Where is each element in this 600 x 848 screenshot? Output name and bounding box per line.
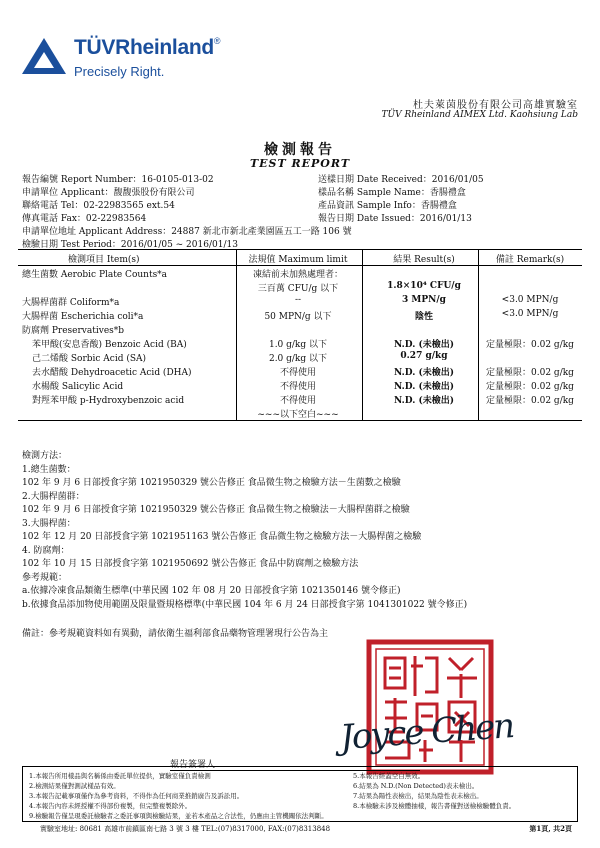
method-line: 102 年 10 月 15 日部授食字第 1021950692 號公告修正 食品中防腐劑之檢驗方法 — [22, 559, 359, 569]
cell-item: 對羥苯甲酸 p-Hydroxybenzoic acid — [32, 396, 185, 406]
cell-item: 大腸桿菌 Escherichia coli*a — [22, 312, 144, 322]
tuv-logo — [22, 30, 262, 90]
method-line: 1.總生菌數： — [22, 464, 76, 475]
date-issued: 報告日期 Date Issued：2016/01/13 — [318, 214, 472, 224]
cell-result: 陰性 — [414, 312, 433, 322]
footer-note: 2.檢測結果僅對測試樣品有效。 — [29, 782, 120, 790]
date-received: 送樣日期 Date Received：2016/01/05 — [318, 175, 484, 185]
cell-result: N.D. (未檢出) — [393, 340, 455, 350]
table-row — [18, 406, 582, 420]
header-limit: 法規值 Maximum limit — [248, 255, 348, 265]
table-row — [18, 322, 582, 336]
page-number: 第1頁, 共2頁 — [529, 824, 572, 833]
cell-item: 苯甲酸(安息香酸) Benzoic Acid (BA) — [32, 340, 187, 350]
table-row — [18, 266, 582, 280]
report-title-en: TEST REPORT — [249, 157, 351, 170]
report-title-zh: 檢測報告 — [264, 142, 336, 158]
cell-result: N.D. (未檢出) — [393, 368, 455, 378]
lab-address: 實驗室地址: 80681 高雄市前鎮區南七路 3 號 3 樓 TEL:(07)8317000, FAX:(07)8313848 — [40, 825, 331, 833]
company-name-zh: 杜夫萊茵股份有限公司高雄實驗室 — [413, 100, 578, 111]
cell-limit: 1.0 g/kg 以下 — [268, 340, 328, 350]
footer-note: 1.本報告所用樣品與名稱係由委託單位提供，實驗室僅負責檢測 — [29, 772, 211, 780]
table-row — [18, 280, 582, 294]
contact-tel: 聯絡電話 Tel：02-22983565 ext.54 — [22, 201, 175, 211]
cell-limit: 不得使用 — [279, 368, 316, 378]
table-row — [18, 378, 582, 392]
table-row — [18, 350, 582, 364]
cell-item: 去水醋酸 Dehydroacetic Acid (DHA) — [32, 368, 192, 378]
table-row — [18, 392, 582, 406]
cell-limit: 不得使用 — [279, 396, 316, 406]
cell-remark: 定量極限：0.02 g/kg — [486, 396, 574, 406]
contact-fax: 傳真電話 Fax：02-22983564 — [22, 214, 147, 224]
cell-result: 0.27 g/kg — [400, 351, 448, 361]
method-line: b.依據食品添加物使用範圍及限量暨規格標準(中華民國 104 年 6 月 24 日部授食字第 1041301022 號令修正) — [22, 599, 468, 610]
cell-item: 己二烯酸 Sorbic Acid (SA) — [32, 354, 147, 364]
report-number: 報告編號 Report Number：16-0105-013-02 — [22, 175, 214, 185]
cell-limit: 2.0 g/kg 以下 — [268, 354, 328, 364]
table-row — [18, 308, 582, 322]
cell-result: 1.8×10⁴ CFU/g — [387, 281, 461, 291]
table-row — [18, 294, 582, 308]
cell-limit: 三百萬 CFU/g 以下 — [257, 284, 339, 294]
signer-label: 報告簽署人 — [170, 757, 420, 771]
cell-result: N.D. (未檢出) — [393, 396, 455, 406]
cell-limit: -- — [294, 295, 302, 305]
sample-info: 產品資訊 Sample Info：香腸禮盒 — [318, 201, 457, 211]
company-name-en: TÜV Rheinland AIMEX Ltd. Kaohsiung Lab — [381, 110, 578, 120]
brand-slogan: Precisely Right. — [74, 64, 165, 79]
footer-note: 5.本報告經蓋空白無效。 — [353, 772, 425, 780]
sample-name: 樣品名稱 Sample Name：香腸禮盒 — [318, 188, 466, 198]
cell-remark: 定量極限：0.02 g/kg — [486, 340, 574, 350]
cell-item: 總生菌數 Aerobic Plate Counts*a — [22, 270, 168, 280]
header-result: 結果 Result(s) — [393, 255, 455, 265]
method-line: 4. 防腐劑： — [22, 545, 70, 556]
cell-result: N.D. (未檢出) — [393, 382, 455, 392]
method-line: 參考規範： — [22, 572, 68, 583]
footer-note: 3.本報告記載事項僅作為參考資料，不得作為任何商業推銷廣告及訴訟用。 — [29, 792, 244, 800]
footer-note: 7.結果為陽性表檢出，結果為陰性表未檢出。 — [353, 792, 483, 800]
methods-heading: 檢測方法： — [22, 451, 68, 461]
registered-mark: ® — [213, 36, 221, 46]
signature: Joyce Chen — [338, 706, 515, 758]
brand-name: TÜVRheinland — [74, 36, 214, 59]
applicant-address: 申請單位地址 Applicant Address：24887 新北市新北產業園區五工一路 106 號 — [22, 227, 352, 237]
footer-note: 4.本報告內容未經授權不得部份複製，但完整複製除外。 — [29, 802, 192, 810]
cell-limit: 50 MPN/g 以下 — [264, 312, 332, 322]
applicant: 申請單位 Applicant：馥馥張股份有限公司 — [22, 188, 195, 198]
method-line: 102 年 9 月 6 日部授食字第 1021950329 號公告修正 食品微生物之檢驗方法－生菌數之檢驗 — [22, 478, 401, 488]
method-line: 102 年 12 月 20 日部授食字第 1021951163 號公告修正 食品微生物之檢驗方法－大腸桿菌之檢驗 — [22, 532, 422, 542]
table-body — [18, 266, 582, 420]
cell-item: 大腸桿菌群 Coliform*a — [22, 298, 120, 308]
footer-notes — [22, 766, 578, 822]
cell-remark: 定量極限：0.02 g/kg — [486, 382, 574, 392]
method-line: a.依據冷凍食品類衛生標準(中華民國 102 年 08 月 20 日部授食字第 1021350146 號令修正) — [22, 586, 401, 596]
footer-note: 6.結果為 N.D.(Non Detected)表未檢出。 — [353, 782, 479, 790]
method-line: 2.大腸桿菌群： — [22, 491, 85, 502]
footer-note: 9.檢驗報告僅呈現委託檢驗者之委託事項與檢驗結果，並若本產品之合法性，仍應由主管機關依法判斷。 — [29, 812, 328, 820]
test-methods — [22, 448, 468, 610]
cell-limit: 凍結前未加熱處理者： — [252, 270, 343, 280]
cell-remark: 定量極限：0.02 g/kg — [486, 368, 574, 378]
cell-remark: <3.0 MPN/g — [501, 309, 559, 319]
header-remark: 備註 Remark(s) — [495, 255, 565, 265]
method-line: 3.大腸桿菌： — [22, 518, 76, 529]
header-item: 檢測項目 Item(s) — [68, 255, 140, 265]
cell-item: 防腐劑 Preservatives*b — [22, 326, 125, 336]
table-header — [18, 250, 582, 266]
notice: 備註：參考規範資料如有異動，請依衛生福利部食品藥物管理署現行公告為主 — [22, 629, 329, 639]
footer-note: 8.本檢驗未涉及檢體抽樣，報告書僅對送檢檢驗體負責。 — [353, 802, 516, 810]
cell-result: 3 MPN/g — [402, 295, 446, 305]
cell-limit: ~~~以下空白~~~ — [257, 410, 339, 420]
cell-remark: <3.0 MPN/g — [501, 295, 559, 305]
test-period: 檢驗日期 Test Period：2016/01/05 ~ 2016/01/13 — [22, 240, 238, 250]
table-row — [18, 336, 582, 350]
cell-limit: 不得使用 — [279, 382, 316, 392]
method-line: 102 年 9 月 6 日部授食字第 1021950329 號公告修正 食品微生物之檢驗法－大腸桿菌群之檢驗 — [22, 505, 410, 515]
table-row — [18, 364, 582, 378]
results-table — [18, 249, 582, 421]
cell-item: 水楊酸 Salicylic Acid — [32, 382, 124, 392]
